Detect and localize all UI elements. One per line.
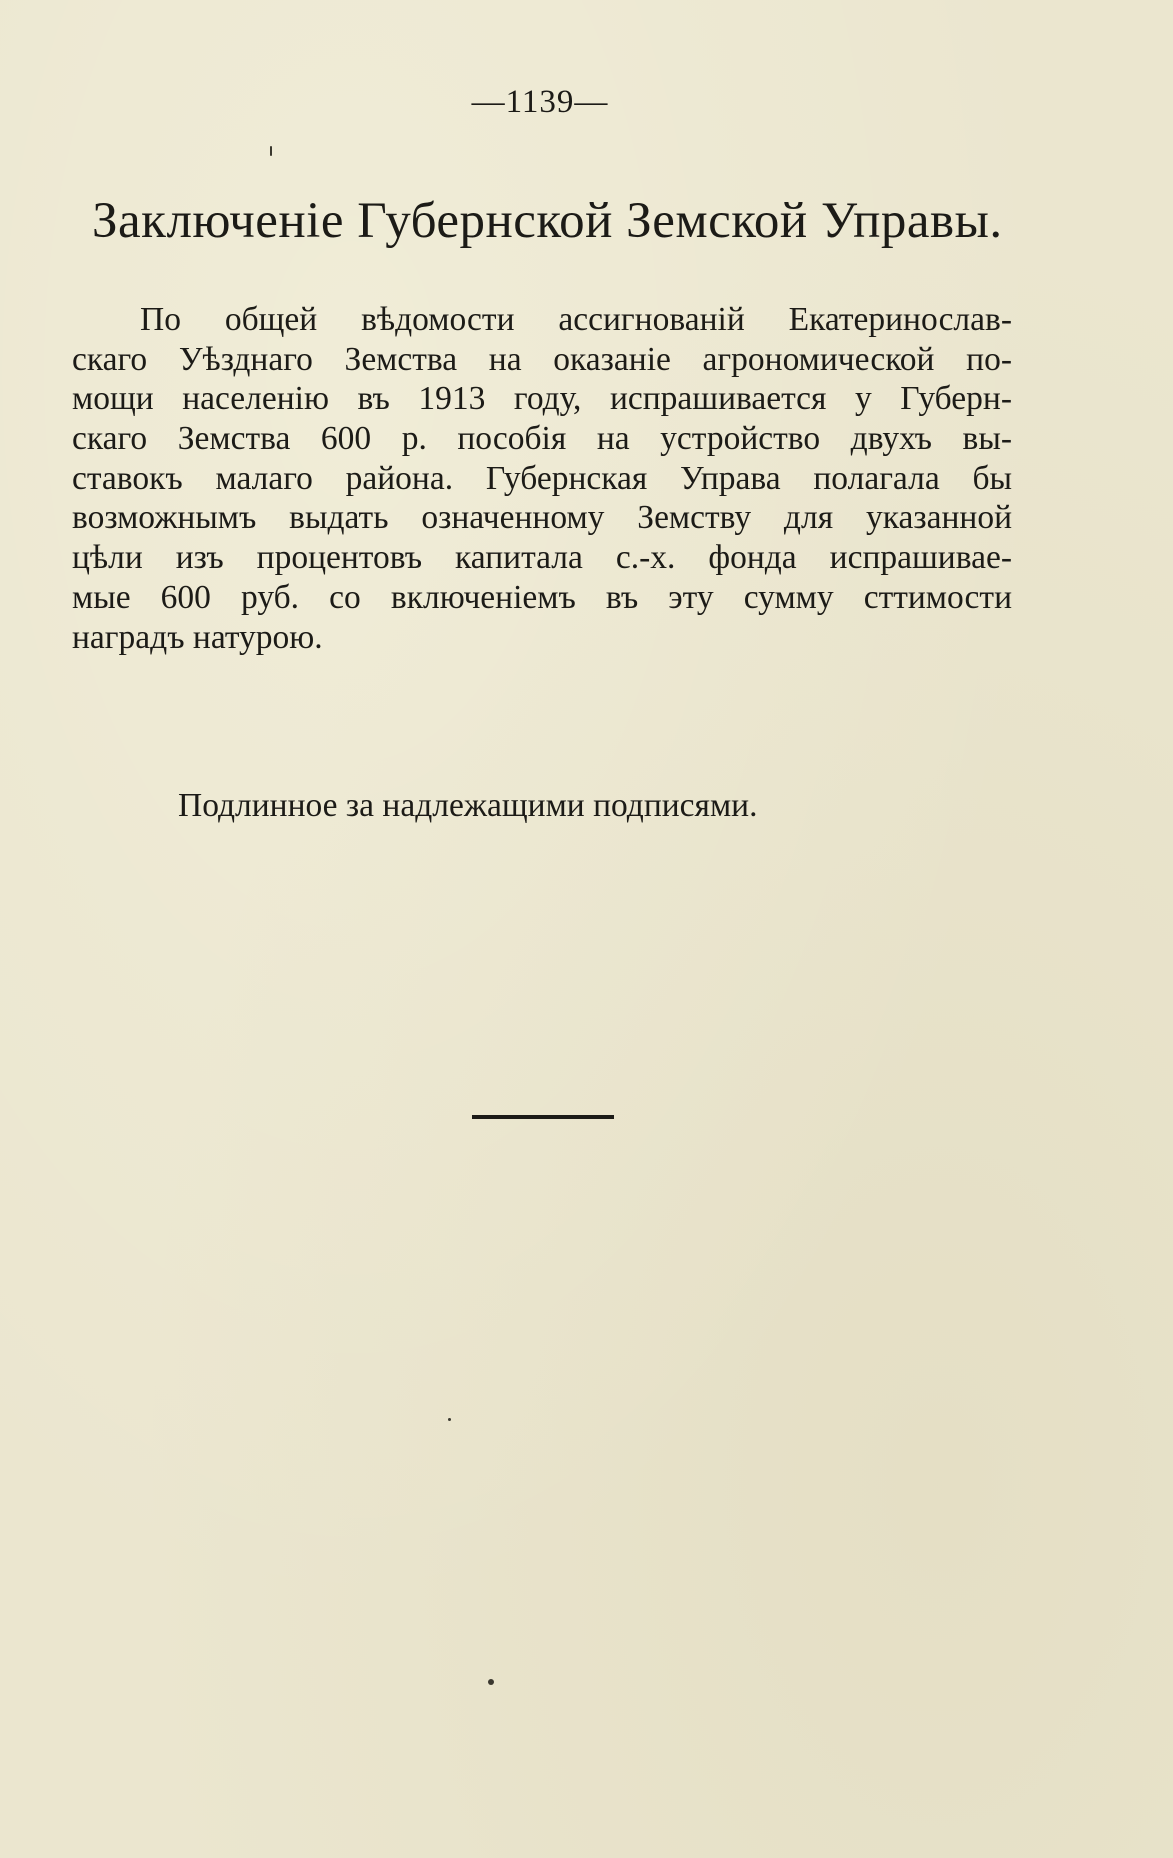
paragraph-line: скаго Земства 600 р. пособія на устройство двухъ вы- [72, 420, 1012, 458]
paragraph-line: мощи населенію въ 1913 году, испрашивается у Губерн- [72, 380, 1012, 418]
paragraph-line: скаго Уѣзднаго Земства на оказаніе агрономической по- [72, 340, 1012, 378]
ink-speck [488, 1679, 494, 1685]
ink-speck [448, 1418, 451, 1421]
paragraph-line: цѣли изъ процентовъ капитала с.-х. фонда испрашивае- [72, 539, 1012, 577]
paragraph-line: мые 600 руб. со включеніемъ въ эту сумму сттимости [72, 578, 1012, 616]
section-heading: Заключеніе Губернской Земской Управы. [92, 193, 1003, 249]
body-paragraph [72, 300, 1012, 657]
page-number: —1139— [471, 84, 609, 120]
ink-speck [270, 146, 272, 156]
section-divider [472, 1115, 614, 1119]
paragraph-line: По общей вѣдомости ассигнованій Екатеринослав- [140, 301, 1012, 338]
paragraph-line: наградъ натурою. [72, 618, 323, 656]
paragraph-line: возможнымъ выдать означенному Земству для указанной [72, 499, 1012, 537]
paragraph-line: ставокъ малаго района. Губернская Управа полагала бы [72, 459, 1012, 497]
closing-note: Подлинное за надлежащими подписями. [178, 787, 758, 824]
